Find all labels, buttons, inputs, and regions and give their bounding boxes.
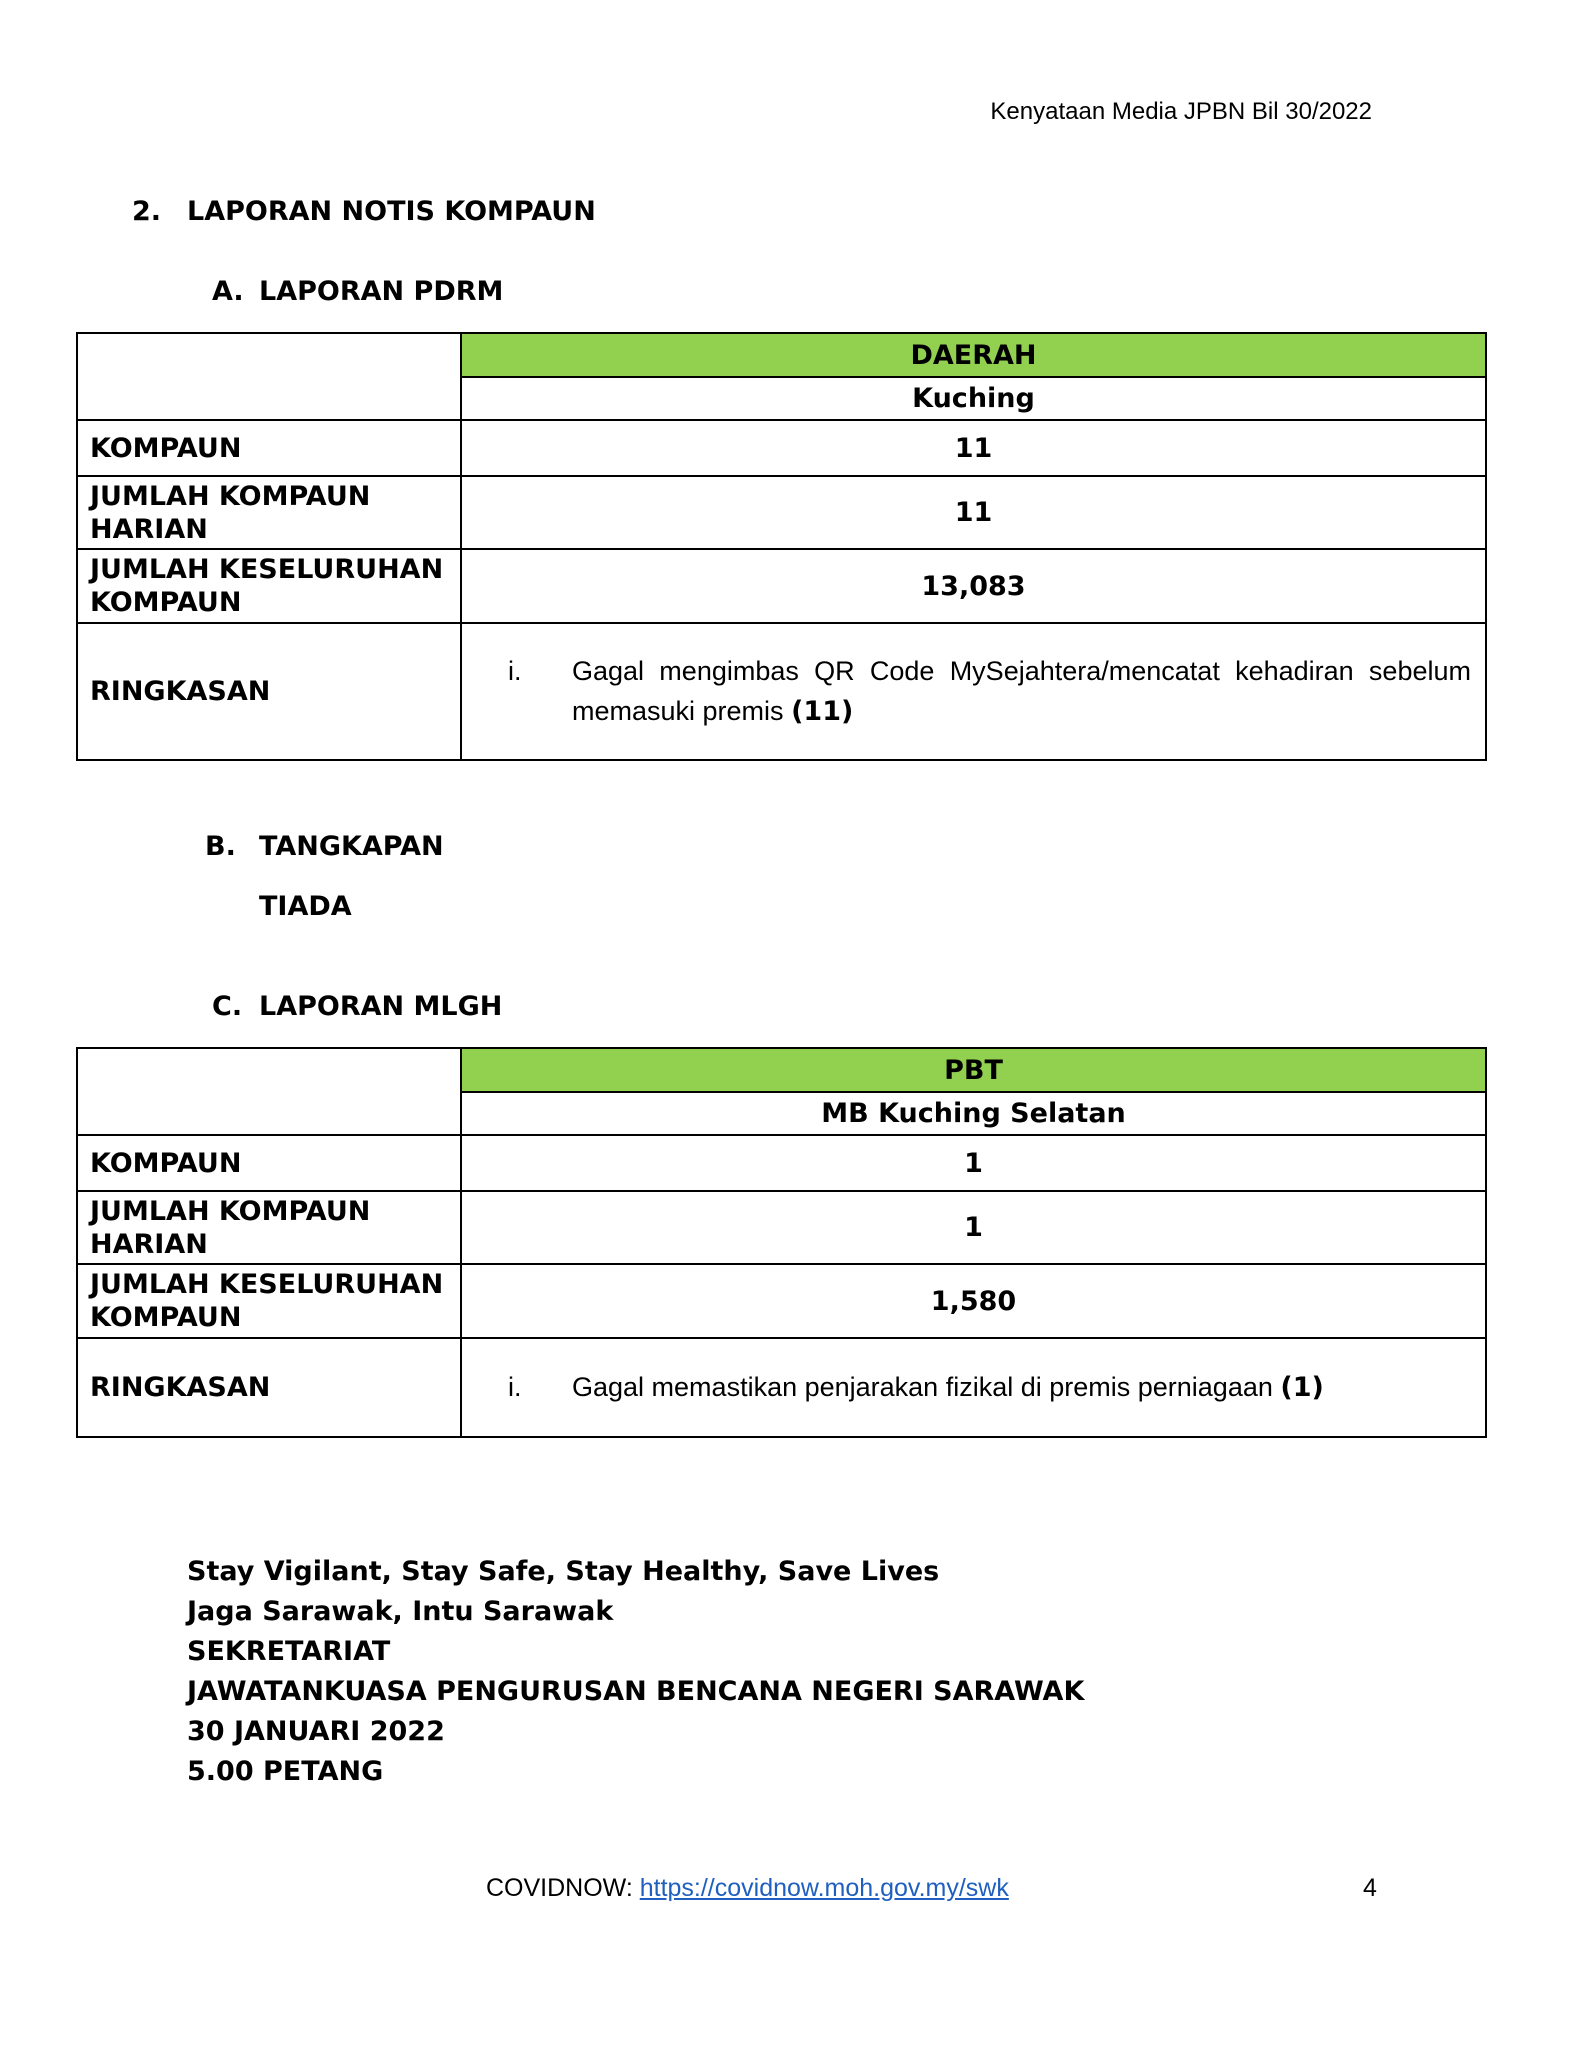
row-value: 1,580 — [461, 1264, 1486, 1338]
row-value: 13,083 — [461, 549, 1486, 623]
row-value: 11 — [461, 476, 1486, 549]
table-corner-cell — [77, 1048, 461, 1135]
footer — [486, 1874, 1009, 1903]
mlgh-report-table — [76, 1047, 1487, 1438]
summary-text: Gagal memastikan penjarakan fizikal di premis perniagaan — [572, 1372, 1273, 1402]
closing-block — [187, 1552, 1084, 1792]
table-row — [77, 476, 1486, 549]
summary-label: RINGKASAN — [77, 623, 461, 760]
column-header: Kuching — [461, 377, 1486, 420]
row-label: JUMLAH KESELURUHAN KOMPAUN — [77, 1264, 461, 1338]
row-label: JUMLAH KESELURUHAN KOMPAUN — [77, 549, 461, 623]
group-header: PBT — [461, 1048, 1486, 1092]
page-number: 4 — [1363, 1874, 1377, 1902]
summary-count: (11) — [791, 696, 854, 727]
section-title: LAPORAN NOTIS KOMPAUN — [187, 196, 596, 227]
table-corner-cell — [77, 333, 461, 420]
summary-text: Gagal mengimbas QR Code MySejahtera/mencatat kehadiran sebelum memasuki premis — [572, 656, 1471, 726]
summary-cell — [461, 1338, 1486, 1437]
pdrm-report-table — [76, 332, 1487, 761]
table-row — [77, 1135, 1486, 1191]
subsection-c-title: LAPORAN MLGH — [259, 991, 503, 1022]
subsection-a-letter: A. — [212, 276, 244, 307]
group-header: DAERAH — [461, 333, 1486, 377]
subsection-b-title: TANGKAPAN — [259, 831, 444, 862]
row-label: KOMPAUN — [77, 1135, 461, 1191]
subsection-a-title: LAPORAN PDRM — [259, 276, 504, 307]
closing-line: 30 JANUARI 2022 — [187, 1716, 445, 1747]
table-row — [77, 623, 1486, 760]
summary-numeral: i. — [508, 656, 522, 686]
closing-line: Stay Vigilant, Stay Safe, Stay Healthy, Save Lives — [187, 1556, 940, 1587]
row-label: KOMPAUN — [77, 420, 461, 476]
table-row — [77, 1264, 1486, 1338]
row-value: 1 — [461, 1191, 1486, 1264]
summary-numeral: i. — [508, 1372, 522, 1402]
subsection-c-letter: C. — [212, 991, 243, 1022]
table-row — [77, 549, 1486, 623]
table-row — [77, 1338, 1486, 1437]
closing-line: SEKRETARIAT — [187, 1636, 391, 1667]
summary-label: RINGKASAN — [77, 1338, 461, 1437]
footer-label: COVIDNOW: — [486, 1874, 633, 1902]
subsection-b-value: TIADA — [259, 891, 352, 922]
closing-line: JAWATANKUASA PENGURUSAN BENCANA NEGERI SARAWAK — [187, 1676, 1085, 1707]
summary-cell — [461, 623, 1486, 760]
summary-count: (1) — [1280, 1372, 1324, 1403]
column-header: MB Kuching Selatan — [461, 1092, 1486, 1135]
closing-line: 5.00 PETANG — [187, 1756, 384, 1787]
row-label: JUMLAH KOMPAUN HARIAN — [77, 1191, 461, 1264]
table-row — [77, 420, 1486, 476]
document-reference: Kenyataan Media JPBN Bil 30/2022 — [990, 98, 1372, 125]
row-value: 1 — [461, 1135, 1486, 1191]
closing-line: Jaga Sarawak, Intu Sarawak — [187, 1596, 614, 1627]
section-number: 2. — [132, 196, 162, 227]
subsection-b-letter: B. — [205, 831, 236, 862]
table-row — [77, 1191, 1486, 1264]
row-label: JUMLAH KOMPAUN HARIAN — [77, 476, 461, 549]
covidnow-link[interactable]: https://covidnow.moh.gov.my/swk — [639, 1874, 1009, 1902]
row-value: 11 — [461, 420, 1486, 476]
